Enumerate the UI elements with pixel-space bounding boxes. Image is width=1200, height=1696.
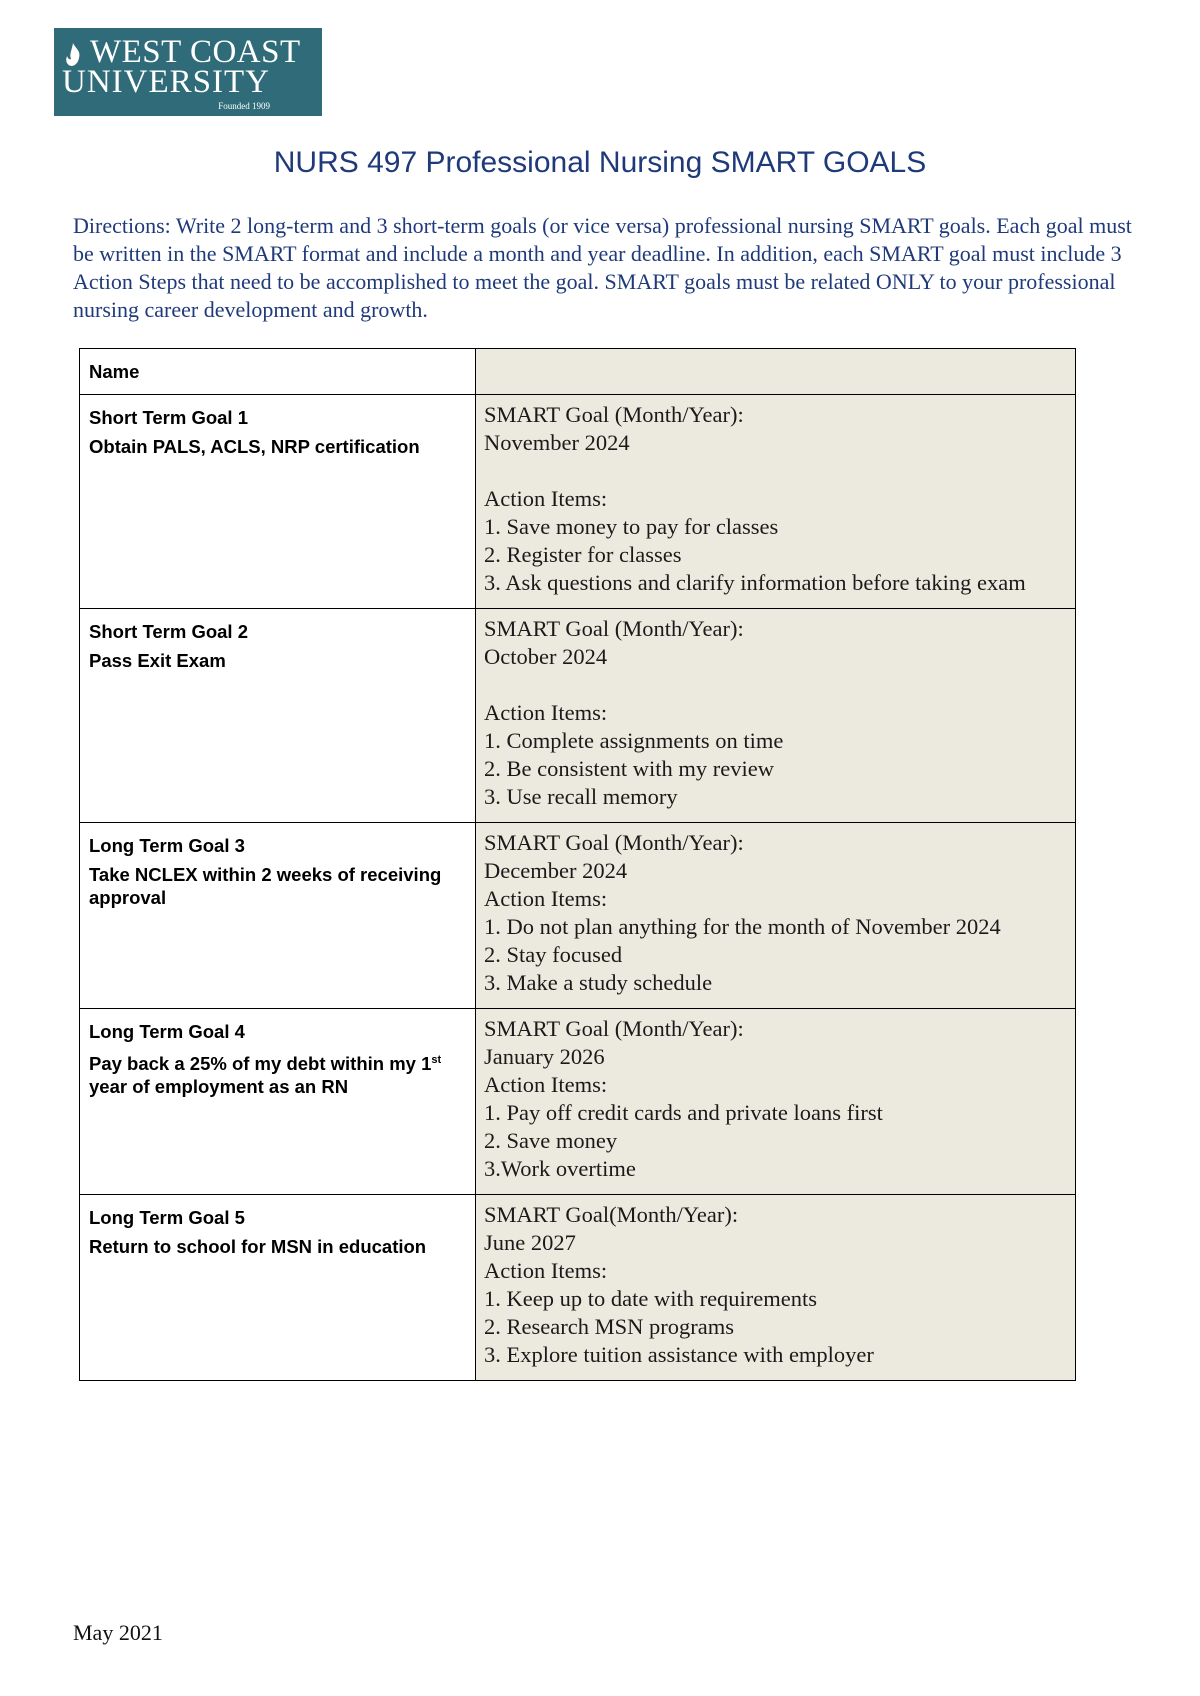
smart-goal-label: SMART Goal (Month/Year):: [484, 830, 744, 855]
name-row: [80, 349, 1076, 395]
goal-row-5: [80, 1195, 1076, 1381]
smart-goal-label: SMART Goal (Month/Year):: [484, 402, 744, 427]
action-item: 2. Research MSN programs: [484, 1314, 734, 1339]
goal-label: Short Term Goal 2: [89, 621, 248, 642]
goal-description: Pass Exit Exam: [89, 650, 226, 671]
goal-detail-cell: [476, 823, 1076, 1009]
goal-description: Obtain PALS, ACLS, NRP certification: [89, 436, 420, 457]
action-item: 1. Keep up to date with requirements: [484, 1286, 818, 1311]
goal-label-cell: [80, 609, 476, 823]
goal-description-text: Pay back a 25% of my debt within my 1: [89, 1053, 432, 1075]
goal-label-cell: [80, 1009, 476, 1195]
name-value[interactable]: [476, 349, 1076, 395]
action-items-label: Action Items:: [484, 886, 608, 911]
goal-label: Long Term Goal 5: [89, 1207, 245, 1228]
goal-label: Long Term Goal 4: [89, 1021, 245, 1042]
ordinal-suffix: st: [431, 1054, 442, 1066]
goal-label-cell: [80, 395, 476, 609]
action-item: 3. Ask questions and clarify information before taking exam: [484, 570, 1026, 595]
goal-detail-cell: [476, 609, 1076, 823]
logo-line-2: UNIVERSITY: [62, 64, 270, 100]
goal-label-cell: [80, 1195, 476, 1381]
action-items-label: Action Items:: [484, 1072, 608, 1097]
name-label: Name: [80, 349, 476, 395]
goal-row-4: [80, 1009, 1076, 1195]
goal-detail-cell: [476, 1195, 1076, 1381]
action-item: 2. Register for classes: [484, 542, 682, 567]
action-item: 2. Stay focused: [484, 942, 623, 967]
goal-description: Take NCLEX within 2 weeks of receiving approval: [89, 864, 442, 908]
action-item: 3. Make a study schedule: [484, 970, 713, 995]
page-title: NURS 497 Professional Nursing SMART GOALS: [273, 146, 927, 179]
action-item: 1. Save money to pay for classes: [484, 514, 779, 539]
action-items-label: Action Items:: [484, 486, 608, 511]
smart-goal-label: SMART Goal (Month/Year):: [484, 1016, 744, 1041]
goals-table: [79, 348, 1076, 1381]
goal-row-1: [80, 395, 1076, 609]
footer-date: May 2021: [73, 1620, 163, 1645]
goal-deadline: November 2024: [484, 430, 630, 455]
action-item: 3. Explore tuition assistance with employer: [484, 1342, 874, 1367]
logo-tagline: Founded 1909: [218, 101, 270, 111]
goal-row-2: [80, 609, 1076, 823]
action-item: 1. Do not plan anything for the month of November 2024: [484, 914, 1001, 939]
goal-deadline: October 2024: [484, 644, 608, 669]
action-item: 1. Pay off credit cards and private loans first: [484, 1100, 883, 1125]
action-items-label: Action Items:: [484, 1258, 608, 1283]
goal-label-cell: [80, 823, 476, 1009]
goal-detail-cell: [476, 1009, 1076, 1195]
goal-row-3: [80, 823, 1076, 1009]
goal-description: Return to school for MSN in education: [89, 1236, 427, 1257]
goal-description-text: year of employment as an RN: [89, 1076, 349, 1098]
goal-label: Long Term Goal 3: [89, 835, 245, 856]
directions-text: Directions: Write 2 long-term and 3 short-term goals (or vice versa) professional nursing SMART goals. Each goal must be written in the SMART format and include a month and year deadline. In addition, each SMART goal must include 3 Action Steps that need to be accomplished to meet the goal. SMART goals must be related ONLY to your professional nursing career development and growth.: [73, 213, 1132, 322]
goal-deadline: January 2026: [484, 1044, 605, 1069]
goal-deadline: June 2027: [484, 1230, 576, 1255]
goal-description: [89, 1049, 467, 1098]
university-logo: [54, 28, 322, 116]
smart-goal-label: SMART Goal (Month/Year):: [484, 616, 744, 641]
action-item: 2. Save money: [484, 1128, 618, 1153]
goal-label: Short Term Goal 1: [89, 407, 248, 428]
logo-line-1: WEST COAST: [90, 34, 301, 70]
action-items-label: Action Items:: [484, 700, 608, 725]
action-item: 3. Use recall memory: [484, 784, 678, 809]
goal-deadline: December 2024: [484, 858, 628, 883]
action-item: 1. Complete assignments on time: [484, 728, 784, 753]
goal-detail-cell: [476, 395, 1076, 609]
smart-goal-label: SMART Goal(Month/Year):: [484, 1202, 739, 1227]
action-item: 3.Work overtime: [484, 1156, 636, 1181]
action-item: 2. Be consistent with my review: [484, 756, 774, 781]
